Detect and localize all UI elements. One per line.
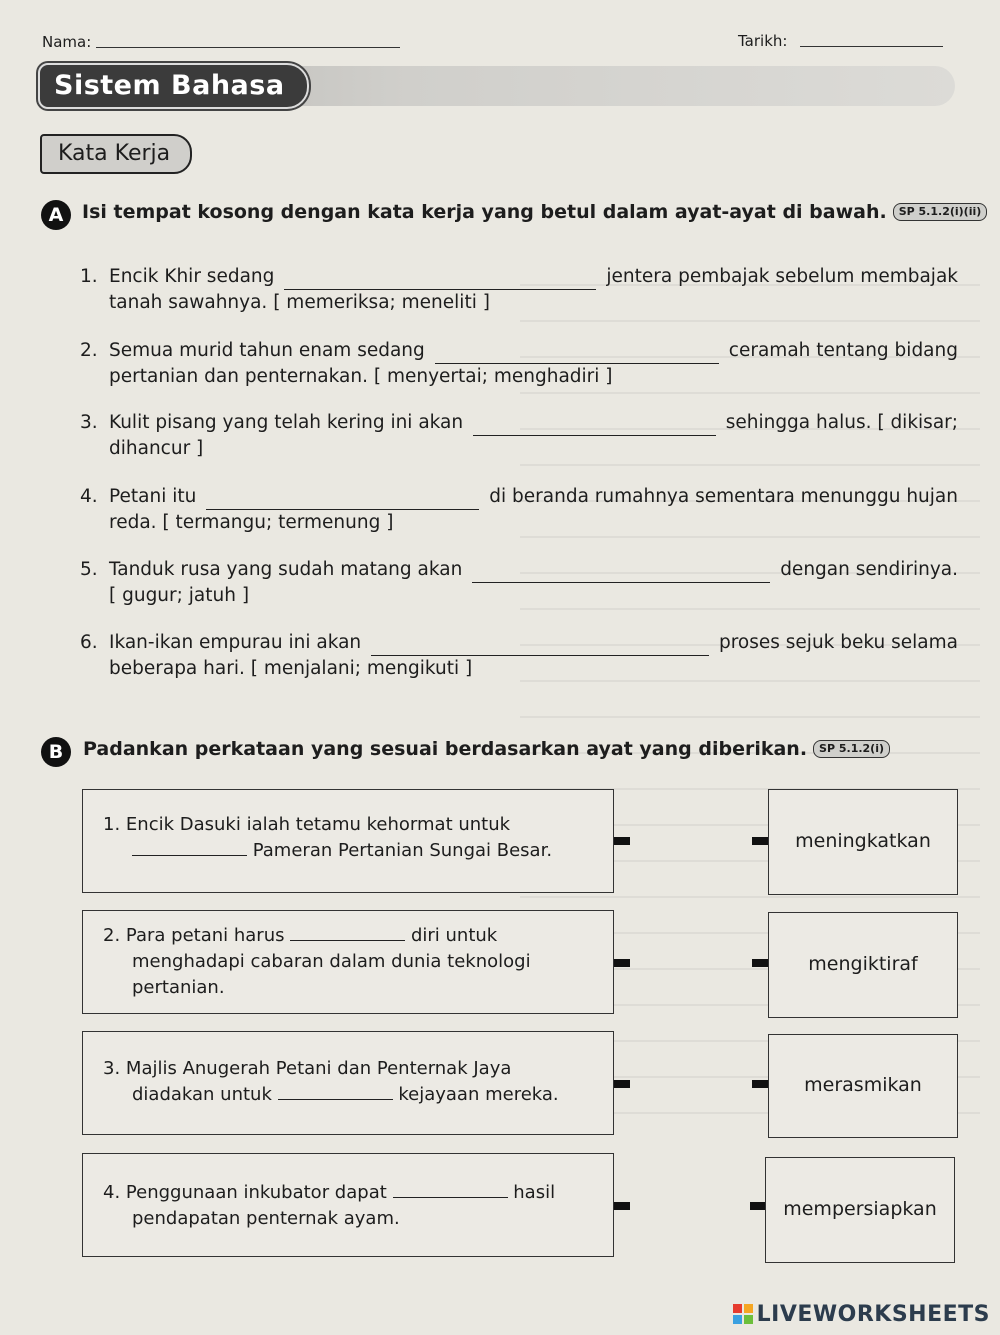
- question-text-after: dengan sendirinya.: [780, 559, 958, 580]
- question-text-line2: dihancur ]: [109, 438, 204, 459]
- question-number: 3.: [80, 412, 98, 433]
- match-blank-2[interactable]: [290, 924, 405, 941]
- match-sentence-1: [82, 789, 614, 893]
- answer-blank-2[interactable]: [435, 345, 719, 364]
- sentence-text: Penggunaan inkubator dapat: [125, 1182, 387, 1203]
- question-number: 1.: [80, 266, 98, 287]
- question-text-after: proses sejuk beku selama: [718, 632, 958, 653]
- question-text-after: jentera pembajak sebelum membajak: [606, 266, 958, 287]
- liveworksheets-logo: [733, 1301, 990, 1327]
- question-text-before: Kulit pisang yang telah kering ini akan: [109, 412, 464, 433]
- sentence-text: Para petani harus: [125, 925, 285, 946]
- match-dot-right-1[interactable]: [752, 837, 768, 845]
- section-b-instruction-text: Padankan perkataan yang sesuai berdasarkan ayat yang diberikan.: [83, 738, 808, 760]
- sentence-text: Majlis Anugerah Petani dan Penternak Jaya: [125, 1058, 512, 1079]
- sentence-text: diadakan untuk: [132, 1084, 272, 1105]
- match-dot-left-4[interactable]: [614, 1202, 630, 1210]
- section-a-instruction: [82, 201, 987, 223]
- tarikh-label: Tarikh:: [738, 32, 788, 50]
- item-number: 4.: [103, 1182, 121, 1203]
- item-number: 3.: [103, 1058, 121, 1079]
- match-blank-4[interactable]: [393, 1181, 508, 1198]
- question-number: 4.: [80, 486, 98, 507]
- question-number: 6.: [80, 632, 98, 653]
- match-sentence-3: [82, 1031, 614, 1135]
- nama-field[interactable]: [96, 47, 400, 48]
- tarikh-field[interactable]: [800, 46, 943, 47]
- answer-option-4[interactable]: mempersiapkan: [765, 1157, 955, 1263]
- answer-option-3[interactable]: merasmikan: [768, 1034, 958, 1138]
- question-text-before: Encik Khir sedang: [109, 266, 275, 287]
- match-blank-3[interactable]: [278, 1083, 393, 1100]
- sentence-text: Pameran Pertanian Sungai Besar.: [252, 840, 553, 861]
- sentence-text: pendapatan penternak ayam.: [132, 1208, 400, 1229]
- match-dot-right-4[interactable]: [750, 1202, 766, 1210]
- match-sentence-4: [82, 1153, 614, 1257]
- question-text-before: Semua murid tahun enam sedang: [109, 340, 425, 361]
- question-text-after: ceramah tentang bidang: [728, 340, 958, 361]
- question-text-after: di beranda rumahnya sementara menunggu hujan: [489, 486, 958, 507]
- nama-label: Nama:: [42, 33, 92, 51]
- question-text-line2: pertanian dan penternakan. [ menyertai; menghadiri ]: [109, 366, 613, 387]
- answer-blank-4[interactable]: [206, 491, 479, 510]
- answer-option-1[interactable]: meningkatkan: [768, 789, 958, 895]
- section-a-badge: A: [41, 200, 71, 230]
- match-dot-left-2[interactable]: [614, 959, 630, 967]
- question-number: 2.: [80, 340, 98, 361]
- answer-option-2[interactable]: mengiktiraf: [768, 912, 958, 1018]
- match-sentence-2: [82, 910, 614, 1014]
- subtitle: Kata Kerja: [40, 134, 192, 174]
- liveworksheets-logo-icon: [733, 1304, 753, 1324]
- question-text-before: Petani itu: [109, 486, 197, 507]
- sentence-text: Encik Dasuki ialah tetamu kehormat untuk: [125, 814, 511, 835]
- match-dot-right-2[interactable]: [752, 959, 768, 967]
- answer-blank-6[interactable]: [371, 637, 709, 656]
- match-blank-1[interactable]: [132, 839, 247, 856]
- page-title: Sistem Bahasa: [38, 63, 309, 109]
- match-dot-right-3[interactable]: [752, 1080, 768, 1088]
- section-a-code: SP 5.1.2(i)(ii): [893, 203, 988, 221]
- sentence-text: hasil: [513, 1182, 556, 1203]
- match-dot-left-3[interactable]: [614, 1080, 630, 1088]
- answer-blank-5[interactable]: [472, 564, 770, 583]
- item-number: 1.: [103, 814, 121, 835]
- sentence-text: pertanian.: [132, 977, 225, 998]
- question-text-line2: [ gugur; jatuh ]: [109, 585, 250, 606]
- answer-blank-1[interactable]: [284, 271, 596, 290]
- question-text-after: sehingga halus. [ dikisar;: [725, 412, 958, 433]
- question-text-line2: beberapa hari. [ menjalani; mengikuti ]: [109, 658, 473, 679]
- question-text-before: Ikan-ikan empurau ini akan: [109, 632, 362, 653]
- question-text-line2: reda. [ termangu; termenung ]: [109, 512, 394, 533]
- question-text-line2: tanah sawahnya. [ memeriksa; meneliti ]: [109, 292, 490, 313]
- question-text-before: Tanduk rusa yang sudah matang akan: [109, 559, 463, 580]
- question-number: 5.: [80, 559, 98, 580]
- section-a-instruction-text: Isi tempat kosong dengan kata kerja yang betul dalam ayat-ayat di bawah.: [82, 201, 887, 223]
- item-number: 2.: [103, 925, 121, 946]
- sentence-text: menghadapi cabaran dalam dunia teknologi: [132, 951, 531, 972]
- section-b-instruction: [83, 738, 890, 760]
- logo-text: LIVEWORKSHEETS: [756, 1301, 990, 1327]
- section-b-badge: B: [41, 737, 71, 767]
- sentence-text: diri untuk: [410, 925, 498, 946]
- sentence-text: kejayaan mereka.: [398, 1084, 559, 1105]
- section-b-code: SP 5.1.2(i): [813, 740, 890, 758]
- answer-blank-3[interactable]: [473, 417, 716, 436]
- match-dot-left-1[interactable]: [614, 837, 630, 845]
